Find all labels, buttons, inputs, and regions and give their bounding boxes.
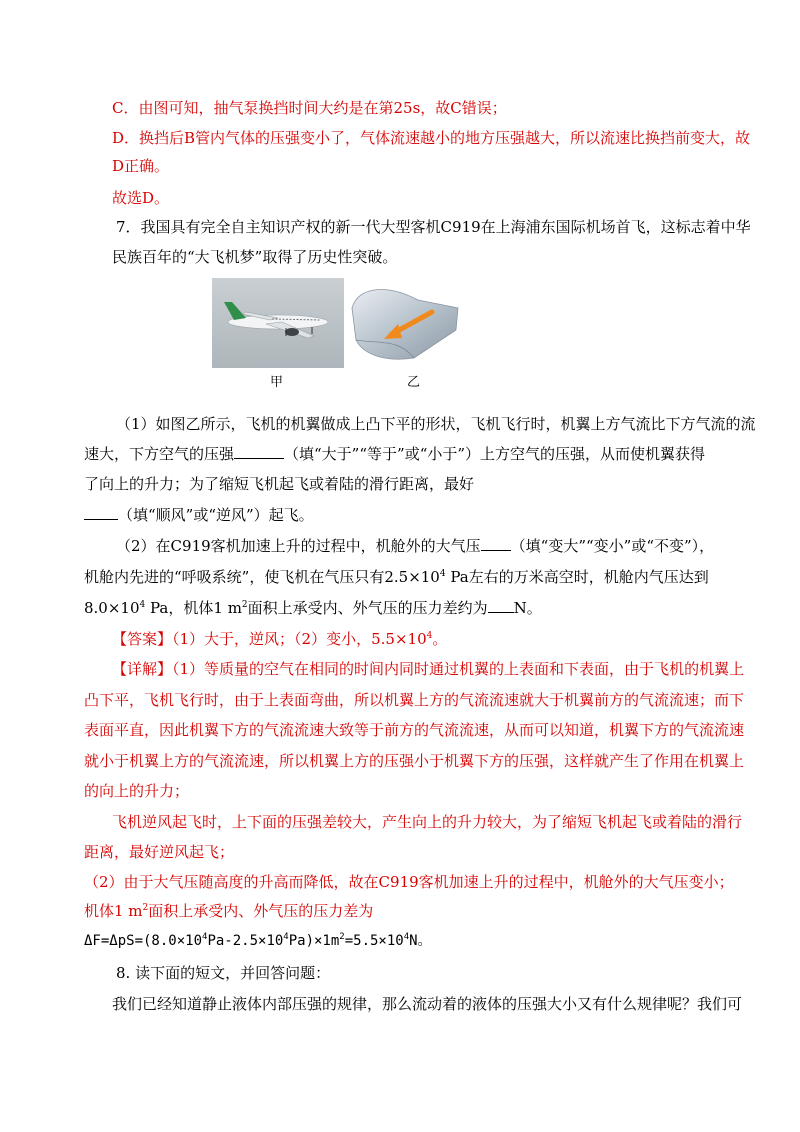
detail-line9 bbox=[84, 900, 373, 922]
answer-text: （1）大于，逆风；（2）变小，5.5×10 bbox=[172, 630, 427, 648]
formula-part: N。 bbox=[409, 933, 432, 949]
figure-a-label: 甲 bbox=[270, 375, 284, 390]
exponent: 4 bbox=[426, 631, 433, 641]
q7-part1-line3: 了向上的升力；为了缩短飞机起飞或着陆的滑行距离，最好 bbox=[84, 475, 475, 493]
answer-blank-4[interactable] bbox=[488, 598, 514, 613]
answer-blank-1[interactable] bbox=[234, 444, 284, 459]
q7-part2-line2-a: 机舱内先进的“呼吸系统”，使飞机在气压只有2.5×10 bbox=[84, 568, 440, 586]
detail-line6: 飞机逆风起飞时，上下面的压强差较大，产生向上的升力较大，为了缩短飞机起飞或着陆的滑行 bbox=[112, 813, 743, 831]
q7-part1-line1: （1）如图乙所示，飞机的机翼做成上凸下平的形状，飞机飞行时，机翼上方气流比下方气流的流 bbox=[116, 415, 756, 433]
exponent: 4 bbox=[139, 600, 146, 610]
q7-part1-line4 bbox=[84, 504, 314, 526]
q7-part2-line2-b: Pa左右的万米高空时，机舱内气压达到 bbox=[445, 568, 709, 586]
solution-d-line1: D．换挡后B管内气体的压强变小了，气体流速越小的地方压强越大，所以流速比换挡前变大，故 bbox=[112, 129, 751, 147]
solution-conclusion: 故选D。 bbox=[112, 189, 170, 207]
q7-part2-line3-c: 面积上承受内、外气压的压力差约为 bbox=[247, 599, 488, 617]
q7-part2-line3 bbox=[84, 597, 542, 619]
exponent: 4 bbox=[283, 932, 289, 942]
exponent: 4 bbox=[202, 932, 208, 942]
q8-stem-line1: 8. 读下面的短文，并回答问题： bbox=[116, 964, 331, 982]
q7-part2-line1 bbox=[116, 535, 714, 557]
solution-d-line2: D正确。 bbox=[112, 157, 170, 175]
q7-part1-line2-end: （填“大于”“等于”或“小于”）上方空气的压强，从而使机翼获得 bbox=[284, 445, 706, 463]
answer-line bbox=[112, 628, 447, 650]
answer-blank-3[interactable] bbox=[481, 536, 511, 551]
detail-line3: 表面平直，因此机翼下方的气流流速大致等于前方的气流流速，从而可以知道，机翼下方的气流流速 bbox=[84, 721, 745, 739]
detail-line8: （2）由于大气压随高度的升高而降低，故在C919客机加速上升的过程中，机舱外的大气压变小； bbox=[84, 873, 734, 891]
exponent: 2 bbox=[339, 932, 345, 942]
q7-part2-line3-b: Pa，机体1 m bbox=[145, 599, 242, 617]
detail-text: （1）等质量的空气在相同的时间内同时通过机翼的上表面和下表面，由于飞机的机翼上 bbox=[172, 660, 745, 678]
formula-part: ΔF=ΔpS=(8.0×10 bbox=[84, 933, 203, 949]
solution-c: C．由图可知，抽气泵换挡时间大约是在第25s，故C错误； bbox=[112, 99, 507, 117]
detail-line1 bbox=[112, 658, 744, 680]
detail-tag: 【详解】 bbox=[112, 660, 173, 678]
detail-line7: 距离，最好逆风起飞； bbox=[84, 843, 235, 861]
wing-airflow-diagram bbox=[348, 278, 466, 368]
answer-tag: 【答案】 bbox=[112, 630, 173, 648]
detail-line5: 的向上的升力； bbox=[84, 782, 190, 800]
q8-stem-line2: 我们已经知道静止液体内部压强的规律，那么流动着的液体的压强大小又有什么规律呢？我们可 bbox=[112, 995, 743, 1013]
exponent: 4 bbox=[403, 932, 410, 942]
detail-line2: 凸下平，飞机飞行时，由于上表面弯曲，所以机翼上方的气流流速就大于机翼前方的气流流速；而下 bbox=[84, 691, 745, 709]
formula-part: Pa-2.5×10 bbox=[207, 933, 284, 949]
exponent: 2 bbox=[241, 600, 248, 610]
formula-part: =5.5×10 bbox=[344, 933, 404, 949]
q7-part1-line4-text: （填“顺风”或“逆风”）起飞。 bbox=[118, 506, 314, 524]
formula-part: Pa)×1m bbox=[288, 933, 340, 949]
q7-part2-line3-d: N。 bbox=[513, 599, 542, 617]
q7-part2-line1-start: （2）在C919客机加速上升的过程中，机舱外的大气压 bbox=[116, 537, 481, 555]
airplane-photo bbox=[212, 278, 344, 368]
detail-line9-a: 机体1 m bbox=[84, 902, 143, 920]
figure-b-label: 乙 bbox=[407, 375, 421, 390]
q7-part2-line1-end: （填“变大”“变小”或“不变”）， bbox=[510, 537, 715, 555]
exponent: 2 bbox=[142, 903, 149, 913]
detail-line4: 就小于机翼上方的气流流速，所以机翼上方的压强小于机翼下方的压强，这样就产生了作用在机翼上 bbox=[84, 752, 745, 770]
q7-stem-line1: 7．我国具有完全自主知识产权的新一代大型客机C919在上海浦东国际机场首飞，这标志着中华 bbox=[116, 218, 751, 236]
exponent: 4 bbox=[439, 569, 446, 579]
q7-stem-line2: 民族百年的“大飞机梦”取得了历史性突破。 bbox=[112, 248, 398, 266]
answer-blank-2[interactable] bbox=[84, 505, 118, 520]
q7-part2-line3-a: 8.0×10 bbox=[84, 599, 140, 617]
q7-part1-line2 bbox=[84, 443, 705, 465]
q7-part2-line2 bbox=[84, 566, 709, 588]
detail-line9-b: 面积上承受内、外气压的压力差为 bbox=[148, 902, 374, 920]
answer-end: 。 bbox=[432, 630, 448, 648]
q7-part1-line2-start: 速大，下方空气的压强 bbox=[84, 445, 235, 463]
pressure-formula bbox=[84, 930, 432, 952]
